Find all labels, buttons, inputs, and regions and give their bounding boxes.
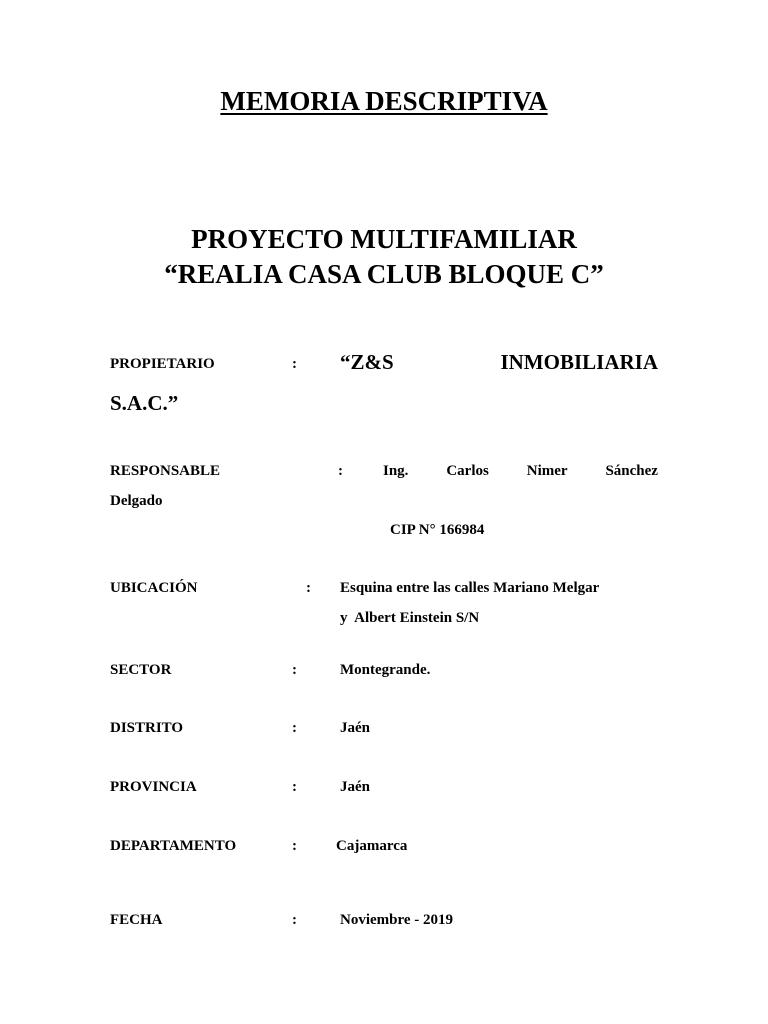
sector-label: SECTOR: [110, 662, 172, 678]
owner-word: INMOBILIARIA: [500, 350, 658, 374]
department-value: Cajamarca: [336, 838, 408, 854]
province-colon: :: [292, 779, 297, 795]
responsible-word: Sánchez: [605, 463, 658, 479]
date-value: Noviembre - 2019: [340, 912, 454, 928]
responsible-word: Ing.: [383, 463, 409, 479]
date-label: FECHA: [110, 912, 163, 928]
owner-value: [340, 350, 658, 375]
department-colon: :: [292, 838, 297, 854]
location-value-line-1: Esquina entre las calles Mariano Melgar: [340, 580, 600, 596]
sector-value: Montegrande.: [340, 662, 431, 678]
responsible-value: [383, 463, 658, 480]
owner-colon: :: [292, 356, 297, 372]
province-value: Jaén: [340, 779, 370, 795]
district-value: Jaén: [340, 720, 370, 736]
project-title-line-1: PROYECTO MULTIFAMILIAR: [191, 224, 577, 254]
location-colon: :: [306, 580, 311, 596]
project-title-line-2: “REALIA CASA CLUB BLOQUE C”: [164, 259, 604, 289]
owner-word: “Z&S: [340, 350, 394, 374]
owner-label: PROPIETARIO: [110, 356, 215, 372]
responsible-label: RESPONSABLE: [110, 463, 221, 479]
sector-colon: :: [292, 662, 297, 678]
responsible-cip: CIP N° 166984: [390, 522, 485, 538]
location-label: UBICACIÓN: [110, 580, 198, 596]
location-value-line-2: y Albert Einstein S/N: [340, 610, 480, 626]
department-label: DEPARTAMENTO: [110, 838, 237, 854]
responsible-word: Carlos: [446, 463, 489, 479]
date-colon: :: [292, 912, 297, 928]
district-colon: :: [292, 720, 297, 736]
responsible-colon: :: [338, 463, 343, 479]
owner-value-continuation: S.A.C.”: [110, 391, 179, 415]
document-title: MEMORIA DESCRIPTIVA: [220, 86, 548, 116]
responsible-value-continuation: Delgado: [110, 493, 163, 509]
responsible-word: Nimer: [526, 463, 568, 479]
district-label: DISTRITO: [110, 720, 184, 736]
province-label: PROVINCIA: [110, 779, 197, 795]
